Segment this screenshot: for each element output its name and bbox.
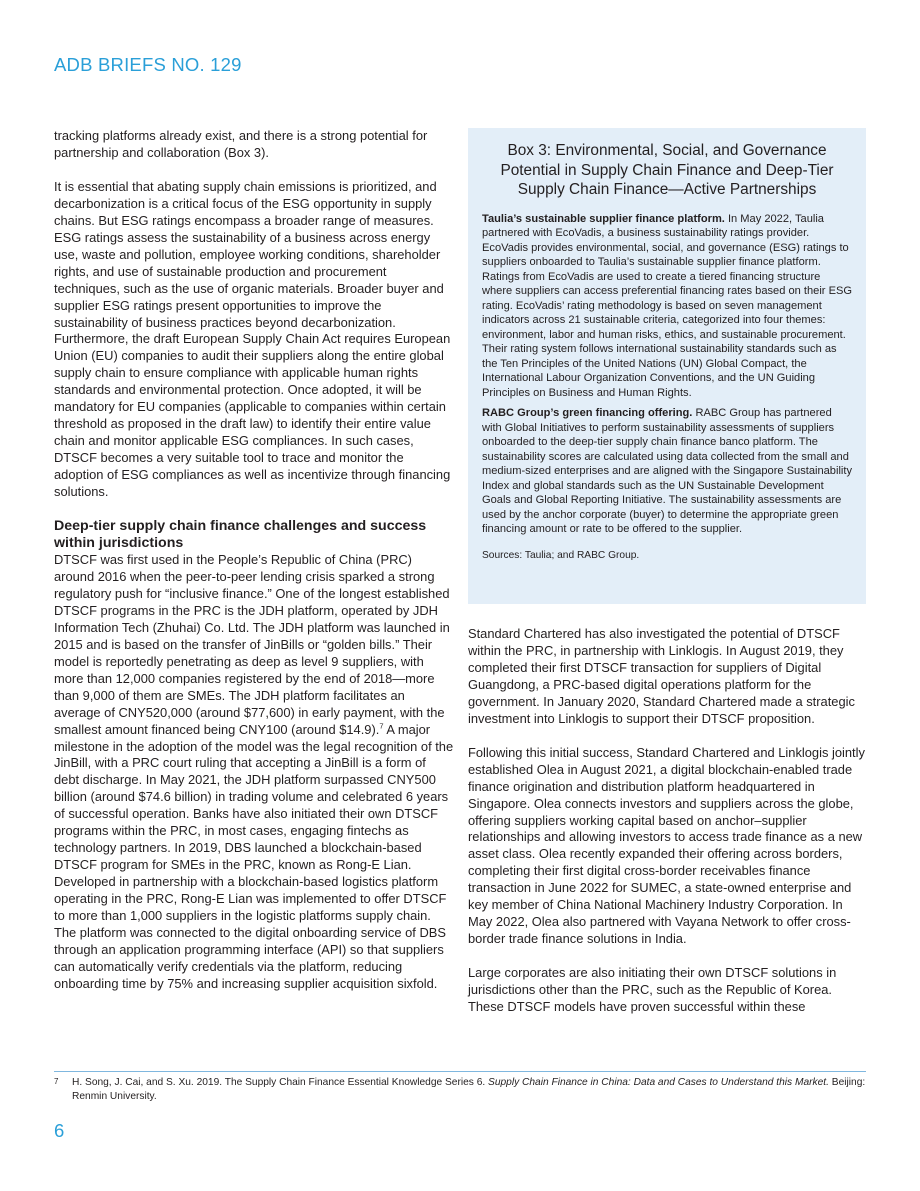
paragraph: Following this initial success, Standard Chartered and Linklogis jointly established Olea in August 2021, a digital blockchain-enabled trade finance origination and distribution platform headquartered in Singapore. Olea connects investors and suppliers across the globe, offering suppliers working capital based on anchor–supplier relationships and allowing investors to access trade finance as a new asset class. Olea recently expanded their offering across borders, completing their first digital cross-border receivables finance transaction in June 2022 for SUMEC, a state-owned enterprise and key member of China National Machinery Industry Corporation. In May 2022, Olea also partnered with Vayana Network to offer cross-border trade finance solutions in India. xyxy=(468,744,865,947)
box-item xyxy=(482,212,852,401)
paragraph: It is essential that abating supply chain emissions is prioritized, and decarbonization is a critical focus of the ESG opportunity in supply chains. But ESG ratings encompass a broader range of measures. ESG ratings assess the sustainability of a business across energy use, waste and pollution, employee working conditions, shareholder rights, and use of sustainable production and procurement techniques, such as the use of organic materials. Broader buyer and supplier ESG ratings present opportunities to improve the sustainability of business practices beyond decarbonization. Furthermore, the draft European Supply Chain Act requires European Union (EU) companies to audit their suppliers along the entire global supply chain to ensure compliance with applicable human rights standards and environmental protection. Once adopted, it will be mandatory for EU companies (applicable to companies within certain threshold as proposed in the draft law) to identify their entire value chain and monitor applicable ESG compliances. In such cases, DTSCF becomes a very suitable tool to trace and monitor the adoption of ESG compliances as well as incentivize through financing solutions. xyxy=(54,178,451,500)
box-item xyxy=(482,406,852,537)
box-item-lead: RABC Group’s green financing offering. xyxy=(482,407,693,419)
box-item-text: In May 2022, Taulia partnered with EcoVadis, a business sustainability ratings provider. EcoVadis provides environmental, social, and governance (ESG) ratings to suppliers onboarded to Taulia’s sustainable supplier finance platform. Ratings from EcoVadis are used to create a tiered financing structure where suppliers can access preferential financing rates based on their ESG rating. EcoVadis’ rating methodology is based on seven management indicators across 21 sustainable criteria, categorized into four themes: environment, labor and human risks, ethics, and sustainable procurement. Their rating system follows international sustainability standards such as the Ten Principles of the United Nations (UN) Global Compact, the International Labour Organization Conventions, and the UN Guiding Principles on Business and Human Rights. xyxy=(482,212,852,399)
box-3 xyxy=(468,128,866,604)
paragraph-text: DTSCF was first used in the People’s Republic of China (PRC) around 2016 when the peer-to-peer lending crisis sparked a strong regulatory push for “inclusive finance.” One of the longest established DTSCF programs in the PRC is the JDH platform, operated by JDH Information Tech (Zhuhai) Co. Ltd. The JDH platform was launched in 2015 and is based on the transfer of JinBills or “golden bills.” Their model is reportedly penetrating as deep as level 9 suppliers, with more than 12,000 companies registered by the end of 2018—more than 9,000 of them are SMEs. The JDH platform facilitates an average of CNY520,000 (around $77,600) in early payment, with the smallest amount financed being CNY100 (around $14.9). xyxy=(54,552,450,737)
paragraph-text: A major milestone in the adoption of the model was the legal recognition of the JinBill, with a PRC court ruling that accepting a JinBill is a form of debt discharge. In May 2021, the JDH platform surpassed CNY500 billion (around $74.6 billion) in trading volume and celebrated 6 years of successful operation. Banks have also initiated their own DTSCF programs within the PRC, in most cases, engaging fintechs as technology partners. In 2019, DBS launched a blockchain-based DTSCF program for SMEs in the PRC, known as Rong-E Lian. Developed in partnership with a blockchain-based logistics platform operating in the PRC, Rong-E Lian was implemented to offer DTSCF to more than 1,000 suppliers in the logistic platforms supply chain. The platform was connected to the digital onboarding service of DBS through an application programming interface (API) so that suppliers can automatically verify credentials via the platform, reducing onboarding time by 75% and increasing supplier acquisition sixfold. xyxy=(54,721,454,991)
running-header: ADB BRIEFS NO. 129 xyxy=(54,54,242,75)
paragraph: tracking platforms already exist, and there is a strong potential for partnership and collaboration (Box 3). xyxy=(54,128,428,160)
footnote-number: 7 xyxy=(54,1077,59,1086)
footnote-divider xyxy=(54,1071,866,1072)
footnote-text xyxy=(72,1076,866,1104)
footnote xyxy=(54,1076,866,1104)
section-heading: Deep-tier supply chain finance challenges and success within jurisdictions xyxy=(54,518,427,552)
paragraph xyxy=(54,552,454,993)
box-title: Box 3: Environmental, Social, and Governance Potential in Supply Chain Finance and Deep-Tier Supply Chain Finance—Active Partnerships xyxy=(500,142,834,198)
paragraph: Large corporates are also initiating their own DTSCF solutions in jurisdictions other than the PRC, such as the Republic of Korea. These DTSCF models have proven successful within these xyxy=(468,965,837,1015)
right-column xyxy=(468,626,868,1033)
footnote-citation: H. Song, J. Cai, and S. Xu. 2019. The Supply Chain Finance Essential Knowledge Series 6. xyxy=(72,1077,489,1088)
paragraph: Standard Chartered has also investigated the potential of DTSCF within the PRC, in partnership with Linklogis. In August 2019, they completed their first DTSCF transaction for suppliers of Digital Guangdong, a PRC-based digital operations platform for the government. In January 2020, Standard Chartered made a strategic investment into Linklogis to support their DTSCF proposition. xyxy=(468,626,855,726)
page-number: 6 xyxy=(54,1120,65,1141)
box-item-text: RABC Group has partnered with Global Initiatives to perform sustainability assessments of suppliers onboarded to the deep-tier supply chain finance banco platform. The sustainability scores are calculated using data collected from the small and medium-sized enterprises and are aligned with the Singapore Sustainability Index and global standards such as the UN Sustainable Development Goals and Global Reporting Initiative. The sustainability assessments are used by the anchor corporate (buyer) to determine the appropriate green financing amount or rate to be offered to the supplier. xyxy=(482,407,852,535)
left-column xyxy=(54,128,454,1010)
footnote-publisher: Beijing: Renmin University. xyxy=(72,1077,866,1102)
box-sources: Sources: Taulia; and RABC Group. xyxy=(482,549,640,561)
footnote-title: Supply Chain Finance in China: Data and Cases to Understand this Market. xyxy=(488,1077,829,1088)
footnote-reference[interactable]: 7 xyxy=(379,721,384,731)
box-item-lead: Taulia’s sustainable supplier finance platform. xyxy=(482,212,725,225)
